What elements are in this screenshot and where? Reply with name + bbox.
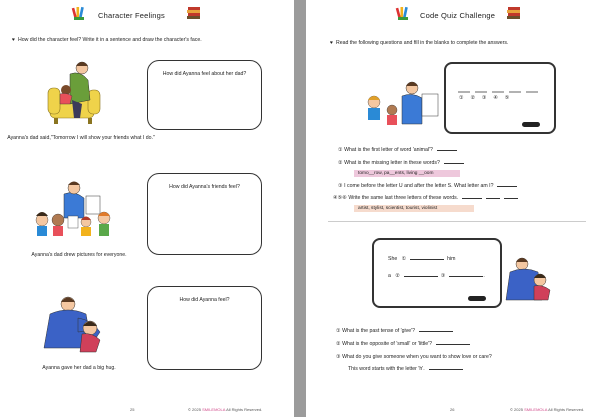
code-blank-labels: ① ② ③ ④ ⑤ [459, 95, 510, 101]
question-b3-followup: This word starts with the letter 'h'. [348, 366, 463, 372]
page-title: Character Feelings [98, 11, 165, 20]
board2-line2: a ② ③ . [388, 273, 485, 279]
question-1: How did Ayanna feel about her dad? [162, 71, 247, 77]
eraser [522, 122, 540, 127]
pencils-icon [72, 5, 86, 21]
books-icon [506, 5, 522, 21]
section-divider [328, 221, 586, 222]
instruction: ♥ Read the following questions and fill in the blanks to complete the answers. [330, 40, 509, 46]
right-page [306, 0, 600, 417]
board2-line1: She ① him [388, 256, 456, 262]
question-a3: ③ I come before the letter U and after the letter S. What letter am I? [338, 183, 517, 189]
dad-drawing-illustration [34, 180, 120, 240]
dad-on-couch-illustration [44, 60, 106, 128]
book-gutter [294, 0, 306, 417]
page-number: 26 [450, 407, 455, 412]
answer-box-3[interactable] [147, 286, 262, 370]
hint-word-list: artist, stylist, scientist, tourist, violinist [354, 205, 474, 212]
caption-2: Ayanna's dad drew pictures for everyone. [31, 252, 127, 258]
instruction: ♥ How did the character feel? Write it in a sentence and draw the character's face. [12, 37, 202, 43]
question-2: How did Ayanna's friends feel? [169, 184, 240, 190]
footer: © 2025 SMILEMOLA All Rights Reserved. [510, 407, 585, 412]
answer-box-1[interactable] [147, 60, 262, 130]
books-icon [186, 5, 202, 21]
eraser [468, 296, 486, 301]
pencils-icon [396, 5, 410, 21]
question-b3: ③ What do you give someone when you want to show love or care? [336, 354, 492, 360]
hug-illustration [504, 256, 558, 304]
teacher-and-kids-illustration [360, 80, 446, 132]
question-b1: ① What is the past tense of 'give'? [336, 328, 453, 334]
question-b2: ② What is the opposite of 'small' or 'little'? [336, 341, 470, 347]
page-number: 25 [130, 407, 135, 412]
left-page [0, 0, 294, 417]
question-a1: ① What is the first letter of word 'animal'? [338, 147, 457, 153]
hint-missing-letters: tomo__row, pa__ents, living __oom [354, 170, 460, 177]
question-a4: ④⑤⑥ Write the same last three letters of these words. [333, 195, 518, 201]
question-3: How did Ayanna feel? [179, 297, 230, 303]
question-a2: ② What is the missing letter in these words? [338, 160, 464, 166]
caption-3: Ayanna gave her dad a big hug. [42, 365, 116, 371]
caption-1: Ayanna's dad said,"Tomorrow I will show your friends what I do." [7, 135, 155, 141]
answer-box-2[interactable] [147, 173, 262, 255]
page-title: Code Quiz Challenge [420, 11, 496, 20]
footer: © 2025 SMILEMOLA All Rights Reserved. [188, 407, 263, 412]
hug-illustration [40, 296, 110, 358]
